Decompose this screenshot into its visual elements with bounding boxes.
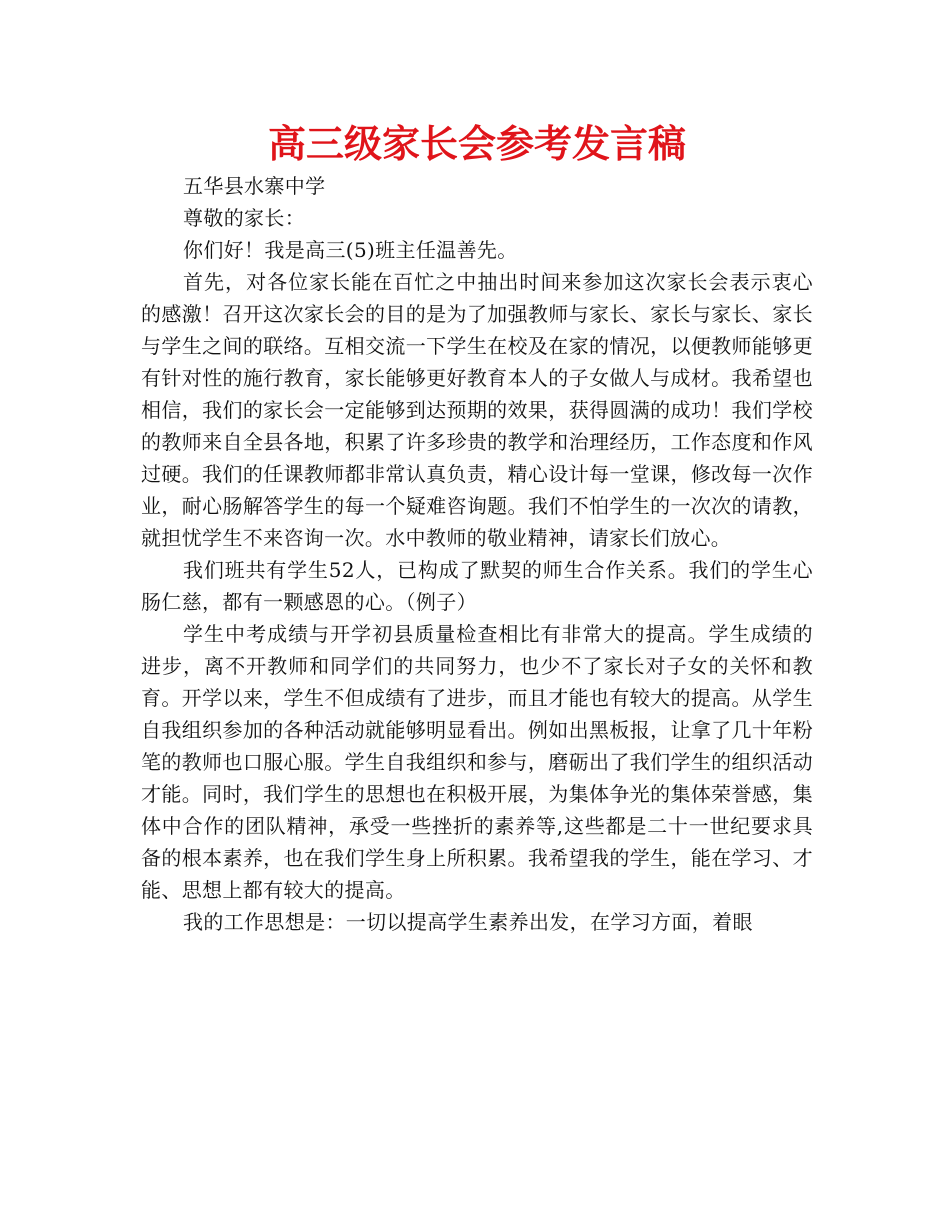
paragraph: 学生中考成绩与开学初县质量检查相比有非常大的提高。学生成绩的进步，离不开教师和同学们的共同努力，也少不了家长对子女的关怀和教育。开学以来，学生不但成绩有了进步，而且才能也有较大的提高。从学生自我组织参加的各种活动就能够明显看出。例如出黑板报，让拿了几十年粉笔的教师也口服心服。学生自我组织和参与，磨砺出了我们学生的组织活动才能。同时，我们学生的思想也在积极开展，为集体争光的集体荣誉感，集体中合作的团队精神，承受一些挫折的素养等,这些都是二十一世纪要求具备的根本素养，也在我们学生身上所积累。我希望我的学生，能在学习、才能、思想上都有较大的提高。 <box>141 622 813 902</box>
paragraph: 我们班共有学生52人，已构成了默契的师生合作关系。我们的学生心肠仁慈，都有一颗感恩的心。（例子） <box>141 558 813 614</box>
paragraph: 我的工作思想是：一切以提高学生素养出发，在学习方面，着眼 <box>183 910 753 934</box>
document-title: 高三级家长会参考发言稿 <box>267 122 686 166</box>
paragraph: 首先，对各位家长能在百忙之中抽出时间来参加这次家长会表示衷心的感激！召开这次家长会的目的是为了加强教师与家长、家长与家长、家长与学生之间的联络。互相交流一下学生在校及在家的情况，以便教师能够更有针对性的施行教育，家长能够更好教育本人的子女做人与成材。我希望也相信，我们的家长会一定能够到达预期的效果，获得圆满的成功！我们学校的教师来自全县各地，积累了许多珍贵的教学和治理经历，工作态度和作风过硬。我们的任课教师都非常认真负责，精心设计每一堂课，修改每一次作业，耐心肠解答学生的每一个疑难咨询题。我们不怕学生的一次次的请教，就担忧学生不来咨询一次。水中教师的敬业精神，请家长们放心。 <box>141 270 813 550</box>
document-body <box>141 170 813 938</box>
greeting-line: 尊敬的家长： <box>183 206 306 230</box>
school-name: 五华县水寨中学 <box>183 174 326 198</box>
intro-line: 你们好！我是高三(5)班主任温善先。 <box>183 238 518 262</box>
document-page <box>141 118 813 938</box>
